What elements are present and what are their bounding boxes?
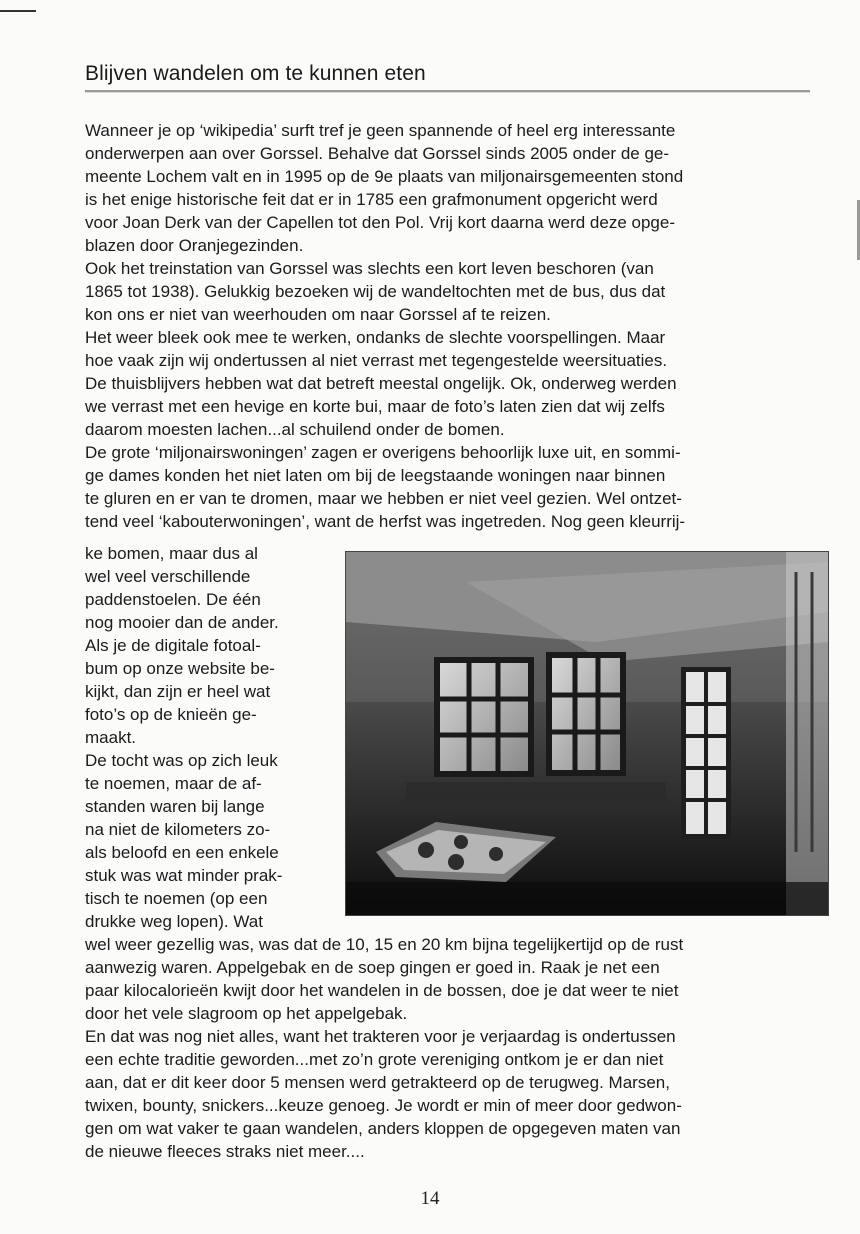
text-line: De thuisblijvers hebben wat dat betreft meestal ongelijk. Ok, onderweg werden [85, 374, 677, 393]
text-line: onderwerpen aan over Gorssel. Behalve dat Gorssel sinds 2005 onder de ge- [85, 144, 670, 163]
page-number: 14 [420, 1188, 440, 1209]
text-line: daarom moesten lachen...al schuilend onder de bomen. [85, 420, 505, 439]
article-body-bottom [85, 933, 813, 1163]
text-line: De grote ‘miljonairswoningen’ zagen er overigens behoorlijk luxe uit, en sommi- [85, 443, 681, 462]
text-line: De tocht was op zich leuk [85, 751, 278, 770]
text-line: een echte traditie geworden...met zo’n grote vereniging ontkom je er dan niet [85, 1050, 664, 1069]
text-line: maakt. [85, 728, 137, 747]
text-line: Wanneer je op ‘wikipedia’ surft tref je geen spannende of heel erg interessante [85, 121, 676, 140]
text-line: paar kilocalorieën kwijt door het wandelen in de bossen, doe je dat weer te niet [85, 981, 679, 1000]
text-line: twixen, bounty, snickers...keuze genoeg. Je wordt er min of meer door gedwon- [85, 1096, 682, 1115]
text-line: aan, dat er dit keer door 5 mensen werd getrakteerd op de terugweg. Marsen, [85, 1073, 670, 1092]
text-line: als beloofd en een enkele [85, 843, 279, 862]
text-line: Als je de digitale fotoal- [85, 636, 261, 655]
text-line: Het weer bleek ook mee te werken, ondanks de slechte voorspellingen. Maar [85, 328, 666, 347]
text-line: wel veel verschillende [85, 567, 251, 586]
text-line: kon ons er niet van weerhouden om naar Gorssel af te reizen. [85, 305, 551, 324]
text-line: na niet de kilometers zo- [85, 820, 271, 839]
text-line: gen om wat vaker te gaan wandelen, anders kloppen de opgegeven maten van [85, 1119, 681, 1138]
text-line: En dat was nog niet alles, want het trakteren voor je verjaardag is ondertussen [85, 1027, 676, 1046]
text-line: kijkt, dan zijn er heel wat [85, 682, 271, 701]
interior-window-photo [345, 551, 829, 916]
text-line: standen waren bij lange [85, 797, 265, 816]
text-line: paddenstoelen. De één [85, 590, 261, 609]
text-line: ke bomen, maar dus al [85, 544, 258, 563]
text-line: blazen door Oranjegezinden. [85, 236, 304, 255]
article-title: Blijven wandelen om te kunnen eten [85, 62, 426, 85]
text-line: meente Lochem valt en in 1995 op de 9e plaats van miljonairsgemeenten stond [85, 167, 684, 186]
text-line: tisch te noemen (op een [85, 889, 268, 908]
text-line: aanwezig waren. Appelgebak en de soep gingen er goed in. Raak je net een [85, 958, 660, 977]
article-body-left-column [85, 542, 335, 933]
text-line: voor Joan Derk van der Capellen tot den Pol. Vrij kort daarna werd deze opge- [85, 213, 675, 232]
text-line: foto’s op de knieën ge- [85, 705, 257, 724]
title-underline [85, 90, 810, 92]
text-line: te noemen, maar de af- [85, 774, 262, 793]
text-line: drukke weg lopen). Wat [85, 912, 263, 931]
text-line: de nieuwe fleeces straks niet meer.... [85, 1142, 365, 1161]
text-line: bum op onze website be- [85, 659, 275, 678]
text-line: ge dames konden het niet laten om bij de leegstaande woningen naar binnen [85, 466, 666, 485]
text-line: wel weer gezellig was, was dat de 10, 15 en 20 km bijna tegelijkertijd op de rust [85, 935, 684, 954]
text-line: nog mooier dan de ander. [85, 613, 279, 632]
article-body-top [85, 119, 811, 533]
text-line: we verrast met een hevige en korte bui, maar de foto’s laten zien dat wij zelfs [85, 397, 665, 416]
text-line: hoe vaak zijn wij ondertussen al niet verrast met tegengestelde weersituaties. [85, 351, 668, 370]
text-line: is het enige historische feit dat er in 1785 een grafmonument opgericht werd [85, 190, 658, 209]
text-line: stuk was wat minder prak- [85, 866, 283, 885]
text-line: door het vele slagroom op het appelgebak. [85, 1004, 408, 1023]
corner-mark [0, 10, 36, 12]
text-line: tend veel ‘kabouterwoningen’, want de herfst was ingetreden. Nog geen kleurrij- [85, 512, 686, 531]
text-line: te gluren en er van te dromen, maar we hebben er niet veel gezien. Wel ontzet- [85, 489, 682, 508]
text-line: 1865 tot 1938). Gelukkig bezoeken wij de wandeltochten met de bus, dus dat [85, 282, 666, 301]
text-line: Ook het treinstation van Gorssel was slechts een kort leven beschoren (van [85, 259, 654, 278]
